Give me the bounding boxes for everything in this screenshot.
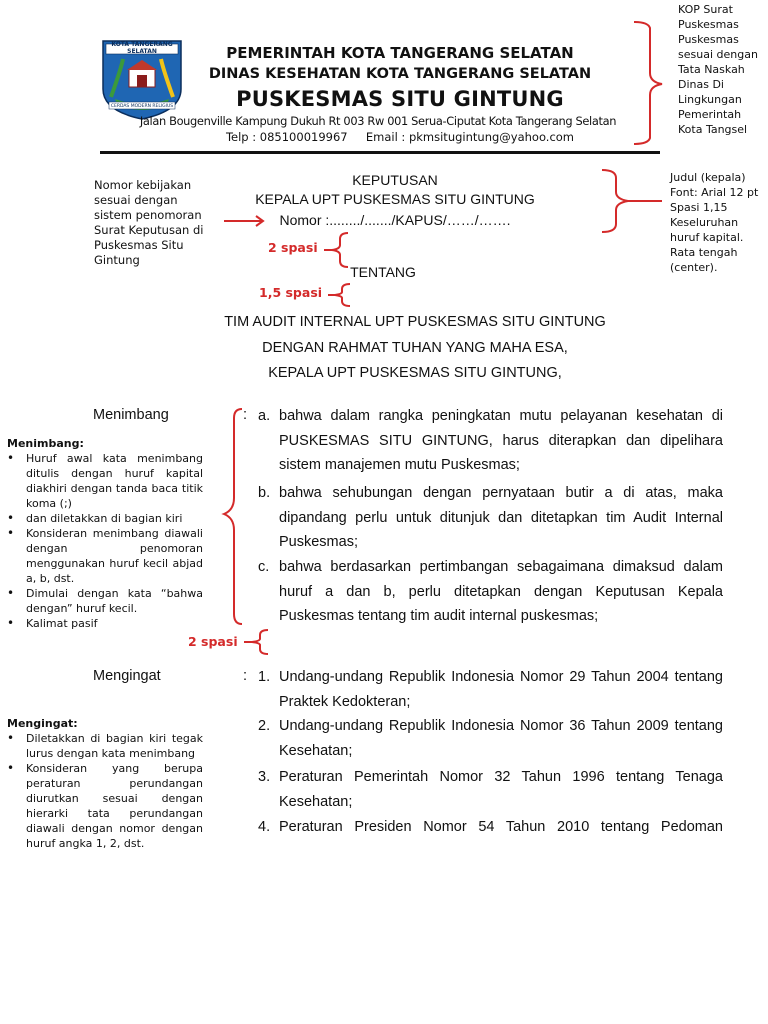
- kop-line-2: DINAS KESEHATAN KOTA TANGERANG SELATAN: [208, 66, 592, 82]
- mengingat-item-3-label: 3.: [258, 769, 271, 785]
- menimbang-note-item: • Huruf awal kata menimbang ditulis dengan huruf kapital diakhiri dengan tanda baca titik koma (;): [7, 451, 203, 511]
- menimbang-note-title: Menimbang:: [7, 437, 84, 450]
- menimbang-item-b: [258, 481, 723, 555]
- bracket-spasi-2-a: [322, 230, 350, 270]
- menimbang-colon: :: [243, 407, 248, 423]
- menimbang-note-item: • dan diletakkan di bagian kiri: [7, 511, 203, 526]
- mengingat-item-3-text: Peraturan Pemerintah Nomor 32 Tahun 1996 tentang Tenaga Kesehatan;: [279, 769, 723, 810]
- mengingat-colon: :: [243, 668, 248, 684]
- menimbang-item-c-text: bahwa berdasarkan pertimbangan sebagaimana dimaksud dalam huruf a dan b, perlu ditetapkan dengan Keputusan Kepala Puskesmas tentang tim audit internal puskesmas;: [279, 559, 723, 624]
- kop-line-1: PEMERINTAH KOTA TANGERANG SELATAN: [226, 44, 574, 62]
- bracket-kop: [628, 18, 668, 148]
- mengingat-note-item: • Diletakkan di bagian kiri tegak lurus dengan kata menimbang: [7, 731, 203, 761]
- bracket-menimbang: [220, 406, 246, 628]
- title-tentang: TENTANG: [350, 264, 416, 280]
- title-subject: TIM AUDIT INTERNAL UPT PUSKESMAS SITU GINTUNG: [224, 314, 606, 330]
- menimbang-note-list: [7, 451, 203, 631]
- mengingat-item-1-text: Undang-undang Republik Indonesia Nomor 29 Tahun 2004 tentang Praktek Kedokteran;: [279, 669, 723, 710]
- logo-text-top: KOTA TANGERANG SELATAN: [111, 41, 173, 55]
- mengingat-label: Mengingat: [93, 668, 161, 684]
- menimbang-item-b-text: bahwa sehubungan dengan pernyataan butir a di atas, maka dipandang perlu untuk ditunjuk dan ditetapkan tim Audit Internal Puskesmas;: [279, 485, 723, 550]
- mengingat-note-list: [7, 731, 203, 851]
- mengingat-note-item: • Konsideran yang berupa peraturan perundangan diurutkan sesuai dengan hierarki tata perundangan diawali dengan nomor dengan huruf angka 1, 2, dst.: [7, 761, 203, 851]
- mengingat-item-4-text: Peraturan Presiden Nomor 54 Tahun 2010 tentang Pedoman: [279, 819, 723, 835]
- mengingat-item-2-text: Undang-undang Republik Indonesia Nomor 36 Tahun 2009 tentang Kesehatan;: [279, 718, 723, 759]
- kop-contact: Telp : 085100019967 Email : pkmsitugintung@yahoo.com: [225, 130, 575, 144]
- mengingat-note: [7, 716, 203, 851]
- title-kepala-2: KEPALA UPT PUSKESMAS SITU GINTUNG,: [268, 365, 562, 381]
- note-nomor: Nomor kebijakan sesuai dengan sistem penomoran Surat Keputusan di Puskesmas Situ Gintung: [94, 178, 204, 267]
- kop-address: Jalan Bougenville Kampung Dukuh Rt 003 Rw 001 Serua-Ciputat Kota Tangerang Selatan: [139, 114, 617, 128]
- mengingat-item-3: [258, 765, 723, 814]
- menimbang-label: Menimbang: [93, 407, 169, 423]
- menimbang-item-a: [258, 404, 723, 478]
- note-spasi-15: 1,5 spasi: [259, 285, 323, 300]
- note-spasi-2-a: 2 spasi: [268, 240, 318, 255]
- menimbang-item-c: [258, 555, 723, 629]
- mengingat-item-1-label: 1.: [258, 669, 271, 685]
- bracket-judul: [598, 166, 664, 236]
- title-rahmat: DENGAN RAHMAT TUHAN YANG MAHA ESA,: [262, 340, 568, 356]
- logo-text-bottom: CERDAS MODERN RELIGIUS: [110, 104, 174, 109]
- mengingat-note-title: Mengingat:: [7, 717, 78, 730]
- title-kepala: KEPALA UPT PUSKESMAS SITU GINTUNG: [255, 191, 535, 207]
- bracket-spasi-2-b: [242, 628, 270, 656]
- menimbang-note: [7, 436, 203, 631]
- mengingat-item-2: [258, 714, 723, 763]
- mengingat-item-1: [258, 665, 723, 714]
- mengingat-item-2-label: 2.: [258, 718, 271, 734]
- kop-divider: [100, 151, 660, 154]
- mengingat-item-4-label: 4.: [258, 819, 271, 835]
- title-nomor: Nomor :......../......./KAPUS/……/…….: [279, 212, 511, 228]
- menimbang-note-item: • Kalimat pasif: [7, 616, 203, 631]
- menimbang-item-a-label: a.: [258, 408, 271, 424]
- menimbang-note-item: • Konsideran menimbang diawali dengan penomoran menggunakan huruf kecil abjad a, b, dst.: [7, 526, 203, 586]
- menimbang-item-b-label: b.: [258, 485, 271, 501]
- menimbang-item-c-label: c.: [258, 559, 270, 575]
- note-judul: Judul (kepala) Font: Arial 12 pt Spasi 1,15 Keseluruhan huruf kapital. Rata tengah (center).: [670, 171, 759, 274]
- menimbang-note-item: • Dimulai dengan kata “bahwa dengan” huruf kecil.: [7, 586, 203, 616]
- menimbang-item-a-text: bahwa dalam rangka peningkatan mutu pelayanan kesehatan di PUSKESMAS SITU GINTUNG, harus diterapkan dan dipelihara sistem manajemen mutu Puskesmas;: [279, 408, 723, 473]
- mengingat-item-4: [258, 815, 723, 840]
- bracket-spasi-15: [326, 282, 352, 308]
- arrow-nomor: [222, 214, 266, 228]
- letterhead: [0, 0, 660, 160]
- title-keputusan: KEPUTUSAN: [352, 172, 438, 188]
- note-spasi-2-b: 2 spasi: [188, 634, 238, 649]
- kop-line-3: PUSKESMAS SITU GINTUNG: [236, 87, 564, 111]
- note-kop: KOP Surat Puskesmas Puskesmas sesuai dengan Tata Naskah Dinas Di Lingkungan Pemerintah Kota Tangsel: [678, 3, 758, 136]
